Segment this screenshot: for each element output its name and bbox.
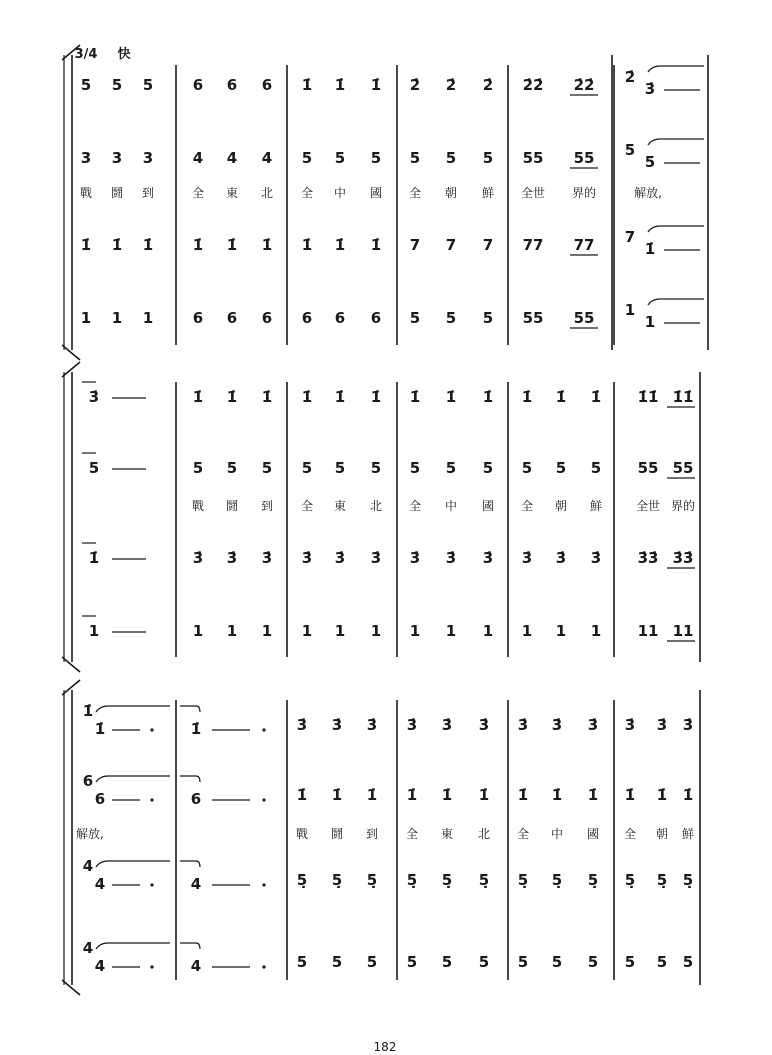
s1-part2-note: 5 bbox=[445, 149, 457, 167]
s2-part2-note: 55 bbox=[637, 459, 659, 477]
s2-part1-held-note: 3̇ bbox=[88, 388, 100, 406]
s3-part4-note: 5 bbox=[682, 953, 694, 971]
s2-part1-note: 1̇ bbox=[261, 388, 273, 406]
s1-part1-note: 2̇2̇ bbox=[573, 76, 595, 94]
s2-part1-note: 1̇ bbox=[521, 388, 533, 406]
s2-part4-note: 1 bbox=[590, 622, 602, 640]
s3-part4-note: 5 bbox=[656, 953, 668, 971]
s3-part3-note: 5̣ bbox=[478, 871, 490, 889]
s3-lyric: 鬪 bbox=[330, 827, 344, 841]
s1-part3-note: 1̇ bbox=[334, 236, 346, 254]
s3-part3-note: 5̣ bbox=[682, 871, 694, 889]
s1-part4-note: 5 bbox=[482, 309, 494, 327]
s1-part2-note: 55 bbox=[522, 149, 544, 167]
s2-part3-note: 3̇ bbox=[445, 549, 457, 567]
s2-part3-note: 3̇ bbox=[226, 549, 238, 567]
s3-part3-held-note: 4 bbox=[94, 875, 106, 893]
s3-lyric: 國 bbox=[586, 827, 600, 841]
meter-signature: 3/4 bbox=[74, 47, 98, 62]
s3-part1-note: 3̇ bbox=[624, 716, 636, 734]
s1-part2-note: 4 bbox=[261, 149, 273, 167]
s1-part4-note: 6 bbox=[301, 309, 313, 327]
s1-part3-note: 77 bbox=[522, 236, 544, 254]
s1-part2-note: 5 bbox=[482, 149, 494, 167]
s1-part3-note: 1̇ bbox=[301, 236, 313, 254]
s2-lyric: 全世 bbox=[635, 499, 661, 513]
s3-part3-tie-end bbox=[180, 861, 200, 867]
s2-part4-note: 1 bbox=[301, 622, 313, 640]
s2-part2-note: 5 bbox=[555, 459, 567, 477]
s3-part2-note: 1̇ bbox=[478, 786, 490, 804]
s2-part4-note: 1 bbox=[445, 622, 457, 640]
s2-part3-note: 3̇ bbox=[521, 549, 533, 567]
s3-part2-note: 1̇ bbox=[551, 786, 563, 804]
s1-part1-note: 1̇ bbox=[301, 76, 313, 94]
s2-part3-note: 3̇ bbox=[590, 549, 602, 567]
s3-lyric: 鮮 bbox=[681, 827, 695, 841]
s2-part4-note: 1 bbox=[334, 622, 346, 640]
s1-lyric: 東 bbox=[225, 186, 239, 200]
s3-part2-note: 1̇ bbox=[366, 786, 378, 804]
s2-part4-note: 1 bbox=[482, 622, 494, 640]
s2-part1-note: 1̇ bbox=[590, 388, 602, 406]
system-2-bracket-top bbox=[62, 362, 80, 377]
system-3-bracket-bottom bbox=[62, 980, 80, 995]
s2-part2-note: 5 bbox=[445, 459, 457, 477]
s1-part3-note: 1̇ bbox=[370, 236, 382, 254]
s1-part1-note: 2̇ bbox=[409, 76, 421, 94]
s3-lyric: 朝 bbox=[655, 827, 669, 841]
s1-end-lyric: 解放, bbox=[634, 186, 662, 200]
s1-part4-grace: 1 bbox=[624, 301, 636, 319]
s1-part2-grace: 5 bbox=[624, 141, 636, 159]
s2-part3-note: 3̇ bbox=[261, 549, 273, 567]
s3-part2-note: 1̇ bbox=[656, 786, 668, 804]
s1-lyric: 鮮 bbox=[481, 186, 495, 200]
s2-part1-note: 1̇ bbox=[334, 388, 346, 406]
s3-part4-note: 5 bbox=[551, 953, 563, 971]
s3-part3-held-note-2: 4 bbox=[190, 875, 202, 893]
s2-part4-note: 1 bbox=[226, 622, 238, 640]
s3-lyric: 東 bbox=[440, 827, 454, 841]
s1-part4-note: 6 bbox=[334, 309, 346, 327]
s3-part1-note: 3̇ bbox=[296, 716, 308, 734]
s1-part2-note: 5 bbox=[370, 149, 382, 167]
s1-lyric: 鬪 bbox=[110, 186, 124, 200]
s1-part2-note: 3 bbox=[142, 149, 154, 167]
s3-part1-note: 3̇ bbox=[441, 716, 453, 734]
s1-part4-note: 5 bbox=[445, 309, 457, 327]
s3-part4-grace: 4 bbox=[82, 939, 94, 957]
s3-part3-dot bbox=[150, 883, 153, 886]
s2-lyric: 全 bbox=[408, 499, 422, 513]
s2-part3-note: 3̇ bbox=[555, 549, 567, 567]
s2-part3-note: 3̇ bbox=[482, 549, 494, 567]
s2-part3-note: 3̇3̇ bbox=[672, 549, 694, 567]
s2-lyric: 鮮 bbox=[589, 499, 603, 513]
s3-part1-dot bbox=[150, 728, 153, 731]
s3-part2-note: 1̇ bbox=[331, 786, 343, 804]
s3-part1-note: 3̇ bbox=[406, 716, 418, 734]
s3-part3-note: 5̣ bbox=[517, 871, 529, 889]
s3-part4-dot-2 bbox=[262, 965, 265, 968]
s1-part3-held-note: 1̇ bbox=[644, 240, 656, 258]
s1-part4-note: 1 bbox=[80, 309, 92, 327]
s1-part4-note: 6 bbox=[192, 309, 204, 327]
s1-part1-note: 6 bbox=[226, 76, 238, 94]
s1-part3-note: 1̇ bbox=[111, 236, 123, 254]
s1-part1-note: 1̇ bbox=[370, 76, 382, 94]
system-1-bracket-bottom bbox=[62, 345, 80, 360]
s2-part2-note: 5 bbox=[370, 459, 382, 477]
s2-part1-note: 1̇ bbox=[226, 388, 238, 406]
system-3-bracket-top bbox=[62, 680, 80, 695]
s1-part2-note: 4 bbox=[192, 149, 204, 167]
s1-part1-grace: 2̇ bbox=[624, 68, 636, 86]
s1-part4-note: 55 bbox=[522, 309, 544, 327]
s2-part2-note: 5 bbox=[482, 459, 494, 477]
s3-part1-note: 3̇ bbox=[551, 716, 563, 734]
s2-lyric: 到 bbox=[260, 499, 274, 513]
s3-part2-note: 1̇ bbox=[296, 786, 308, 804]
s2-part1-note: 1̇ bbox=[409, 388, 421, 406]
s3-part4-note: 5 bbox=[478, 953, 490, 971]
s2-part4-note: 11 bbox=[672, 622, 694, 640]
s2-part4-note: 1 bbox=[555, 622, 567, 640]
s3-part1-dot-2 bbox=[262, 728, 265, 731]
s1-part1-note: 5 bbox=[142, 76, 154, 94]
s2-lyric: 全 bbox=[300, 499, 314, 513]
s3-part3-note: 5̣ bbox=[441, 871, 453, 889]
s3-part3-note: 5̣ bbox=[406, 871, 418, 889]
s1-part2-note: 5 bbox=[409, 149, 421, 167]
s1-part4-held-note: 1 bbox=[644, 313, 656, 331]
s2-part2-note: 5 bbox=[261, 459, 273, 477]
s1-lyric: 朝 bbox=[444, 186, 458, 200]
s1-lyric: 全 bbox=[191, 186, 205, 200]
s2-part3-note: 3̇ bbox=[409, 549, 421, 567]
s3-part4-note: 5 bbox=[331, 953, 343, 971]
s3-part3-note: 5̣ bbox=[366, 871, 378, 889]
s3-part3-note: 5̣ bbox=[624, 871, 636, 889]
s2-part2-note: 5 bbox=[192, 459, 204, 477]
s3-part1-tie-end bbox=[180, 706, 200, 712]
s1-part4-note: 6 bbox=[370, 309, 382, 327]
s1-part3-grace: 7 bbox=[624, 228, 636, 246]
s2-part2-note: 5 bbox=[409, 459, 421, 477]
s1-part1-held-note: 3̇ bbox=[644, 80, 656, 98]
s1-lyric: 國 bbox=[369, 186, 383, 200]
s1-lyric: 全 bbox=[408, 186, 422, 200]
s3-part1-tie bbox=[96, 706, 170, 712]
s3-part1-note: 3̇ bbox=[656, 716, 668, 734]
s3-part3-note: 5̣ bbox=[296, 871, 308, 889]
s1-part4-note: 1 bbox=[111, 309, 123, 327]
s3-part4-note: 5 bbox=[441, 953, 453, 971]
s3-part4-held-note-2: 4 bbox=[190, 957, 202, 975]
s1-part2-tie bbox=[648, 139, 704, 145]
s3-part2-note: 1̇ bbox=[441, 786, 453, 804]
s2-part2-note: 55 bbox=[672, 459, 694, 477]
s1-lyric: 中 bbox=[333, 186, 347, 200]
s2-part4-note: 1 bbox=[409, 622, 421, 640]
s1-part4-note: 1 bbox=[142, 309, 154, 327]
s2-part4-note: 1 bbox=[192, 622, 204, 640]
s3-lyric: 全 bbox=[623, 827, 637, 841]
s3-part3-tie bbox=[96, 861, 170, 867]
s3-part2-held-note: 6 bbox=[94, 790, 106, 808]
s1-part1-tie bbox=[648, 66, 704, 72]
s3-part1-grace: 1̇ bbox=[82, 702, 94, 720]
s2-part3-note: 3̇3̇ bbox=[637, 549, 659, 567]
s2-part4-note: 1 bbox=[370, 622, 382, 640]
s1-part3-tie bbox=[648, 226, 704, 232]
s3-part1-note: 3̇ bbox=[587, 716, 599, 734]
s1-lyric: 界的 bbox=[571, 186, 597, 200]
s1-part3-note: 1̇ bbox=[142, 236, 154, 254]
s1-part2-note: 55 bbox=[573, 149, 595, 167]
s2-part1-note: 1̇ bbox=[192, 388, 204, 406]
s3-part2-dot bbox=[150, 798, 153, 801]
s2-part2-note: 5 bbox=[521, 459, 533, 477]
s1-part3-note: 7 bbox=[409, 236, 421, 254]
s2-lyric: 全 bbox=[520, 499, 534, 513]
s3-part4-tie-end bbox=[180, 943, 200, 949]
s1-part1-note: 1̇ bbox=[334, 76, 346, 94]
s3-part2-note: 1̇ bbox=[624, 786, 636, 804]
system-2-bracket-bottom bbox=[62, 657, 80, 672]
s3-lyric: 全 bbox=[516, 827, 530, 841]
s2-part3-held-note: 1̇ bbox=[88, 549, 100, 567]
s1-part1-note: 6 bbox=[261, 76, 273, 94]
s2-part3-note: 3̇ bbox=[192, 549, 204, 567]
s2-part1-note: 1̇1̇ bbox=[672, 388, 694, 406]
s3-part4-dot bbox=[150, 965, 153, 968]
s1-lyric: 到 bbox=[141, 186, 155, 200]
s2-part2-note: 5 bbox=[301, 459, 313, 477]
s1-part3-note: 7 bbox=[445, 236, 457, 254]
s3-part4-tie bbox=[96, 943, 170, 949]
s3-lyric: 戰 bbox=[295, 827, 309, 841]
s2-part3-note: 3̇ bbox=[301, 549, 313, 567]
s3-part3-note: 5̣ bbox=[587, 871, 599, 889]
s2-lyric: 東 bbox=[333, 499, 347, 513]
s3-part2-note: 1̇ bbox=[587, 786, 599, 804]
s3-lyric: 北 bbox=[477, 827, 491, 841]
s3-part1-note: 3̇ bbox=[517, 716, 529, 734]
s1-lyric: 北 bbox=[260, 186, 274, 200]
s1-part2-held-note: 5 bbox=[644, 153, 656, 171]
s1-part2-note: 4 bbox=[226, 149, 238, 167]
s1-part1-note: 2̇ bbox=[445, 76, 457, 94]
s3-lyric: 到 bbox=[365, 827, 379, 841]
s2-lyric: 界的 bbox=[670, 499, 696, 513]
s3-part4-note: 5 bbox=[517, 953, 529, 971]
s1-part1-note: 5 bbox=[80, 76, 92, 94]
s1-part1-note: 6 bbox=[192, 76, 204, 94]
s3-part4-note: 5 bbox=[366, 953, 378, 971]
s2-lyric: 中 bbox=[444, 499, 458, 513]
s1-part2-note: 5 bbox=[301, 149, 313, 167]
s3-part2-tie-end bbox=[180, 776, 200, 782]
s3-part4-held-note: 4 bbox=[94, 957, 106, 975]
s1-lyric: 戰 bbox=[79, 186, 93, 200]
s2-part1-note: 1̇1̇ bbox=[637, 388, 659, 406]
s3-part3-dot-2 bbox=[262, 883, 265, 886]
s2-part2-held-note: 5 bbox=[88, 459, 100, 477]
s2-part4-note: 1 bbox=[521, 622, 533, 640]
s3-part3-note: 5̣ bbox=[551, 871, 563, 889]
s2-part2-note: 5 bbox=[334, 459, 346, 477]
s3-part2-note: 1̇ bbox=[682, 786, 694, 804]
s2-part2-note: 5 bbox=[226, 459, 238, 477]
tempo-marking: 快 bbox=[117, 47, 131, 62]
s1-part3-note: 1̇ bbox=[80, 236, 92, 254]
s2-part1-note: 1̇ bbox=[482, 388, 494, 406]
s2-part4-note: 1 bbox=[261, 622, 273, 640]
s2-lyric: 戰 bbox=[191, 499, 205, 513]
s2-part4-note: 11 bbox=[637, 622, 659, 640]
s3-part2-grace: 6 bbox=[82, 772, 94, 790]
s1-part1-note: 2̇2̇ bbox=[522, 76, 544, 94]
s3-part2-dot-2 bbox=[262, 798, 265, 801]
s3-part3-note: 5̣ bbox=[656, 871, 668, 889]
s3-part4-note: 5 bbox=[587, 953, 599, 971]
s1-part3-note: 77 bbox=[573, 236, 595, 254]
s1-part4-tie bbox=[648, 299, 704, 305]
page-number: 182 bbox=[373, 1040, 397, 1054]
s3-part2-note: 1̇ bbox=[406, 786, 418, 804]
s3-part1-note: 3̇ bbox=[331, 716, 343, 734]
s2-part1-note: 1̇ bbox=[555, 388, 567, 406]
s3-part2-held-note-2: 6 bbox=[190, 790, 202, 808]
s1-lyric: 全 bbox=[300, 186, 314, 200]
s1-part2-note: 3 bbox=[111, 149, 123, 167]
s3-start-lyric: 解放, bbox=[76, 827, 104, 841]
s2-part1-note: 1̇ bbox=[445, 388, 457, 406]
s2-part3-note: 3̇ bbox=[334, 549, 346, 567]
s2-part3-note: 3̇ bbox=[370, 549, 382, 567]
s3-part1-held-note: 1̇ bbox=[94, 720, 106, 738]
s1-part4-note: 55 bbox=[573, 309, 595, 327]
s2-part1-note: 1̇ bbox=[301, 388, 313, 406]
s3-part4-note: 5 bbox=[406, 953, 418, 971]
s2-lyric: 國 bbox=[481, 499, 495, 513]
s3-part2-tie bbox=[96, 776, 170, 782]
s3-part3-grace: 4 bbox=[82, 857, 94, 875]
s1-lyric: 全世 bbox=[520, 186, 546, 200]
s3-part1-note: 3̇ bbox=[478, 716, 490, 734]
s2-lyric: 北 bbox=[369, 499, 383, 513]
s1-part2-note: 5 bbox=[334, 149, 346, 167]
s3-part1-note: 3̇ bbox=[366, 716, 378, 734]
s1-part3-note: 1̇ bbox=[192, 236, 204, 254]
s1-part4-note: 6 bbox=[226, 309, 238, 327]
s3-part1-note: 3̇ bbox=[682, 716, 694, 734]
s1-part4-note: 6 bbox=[261, 309, 273, 327]
s1-part3-note: 1̇ bbox=[226, 236, 238, 254]
s2-lyric: 鬪 bbox=[225, 499, 239, 513]
s1-part3-note: 1̇ bbox=[261, 236, 273, 254]
s3-part1-held-note-2: 1̇ bbox=[190, 720, 202, 738]
s2-lyric: 朝 bbox=[554, 499, 568, 513]
s2-part2-note: 5 bbox=[590, 459, 602, 477]
s1-part3-note: 7 bbox=[482, 236, 494, 254]
s1-part4-note: 5 bbox=[409, 309, 421, 327]
s1-part2-note: 3 bbox=[80, 149, 92, 167]
s3-part3-note: 5̣ bbox=[331, 871, 343, 889]
s3-part4-note: 5 bbox=[624, 953, 636, 971]
s3-part4-note: 5 bbox=[296, 953, 308, 971]
s3-part2-note: 1̇ bbox=[517, 786, 529, 804]
s3-lyric: 全 bbox=[405, 827, 419, 841]
s3-lyric: 中 bbox=[550, 827, 564, 841]
s1-part1-note: 5 bbox=[111, 76, 123, 94]
s2-part1-note: 1̇ bbox=[370, 388, 382, 406]
s1-part1-note: 2̇ bbox=[482, 76, 494, 94]
s2-part4-held-note: 1 bbox=[88, 622, 100, 640]
